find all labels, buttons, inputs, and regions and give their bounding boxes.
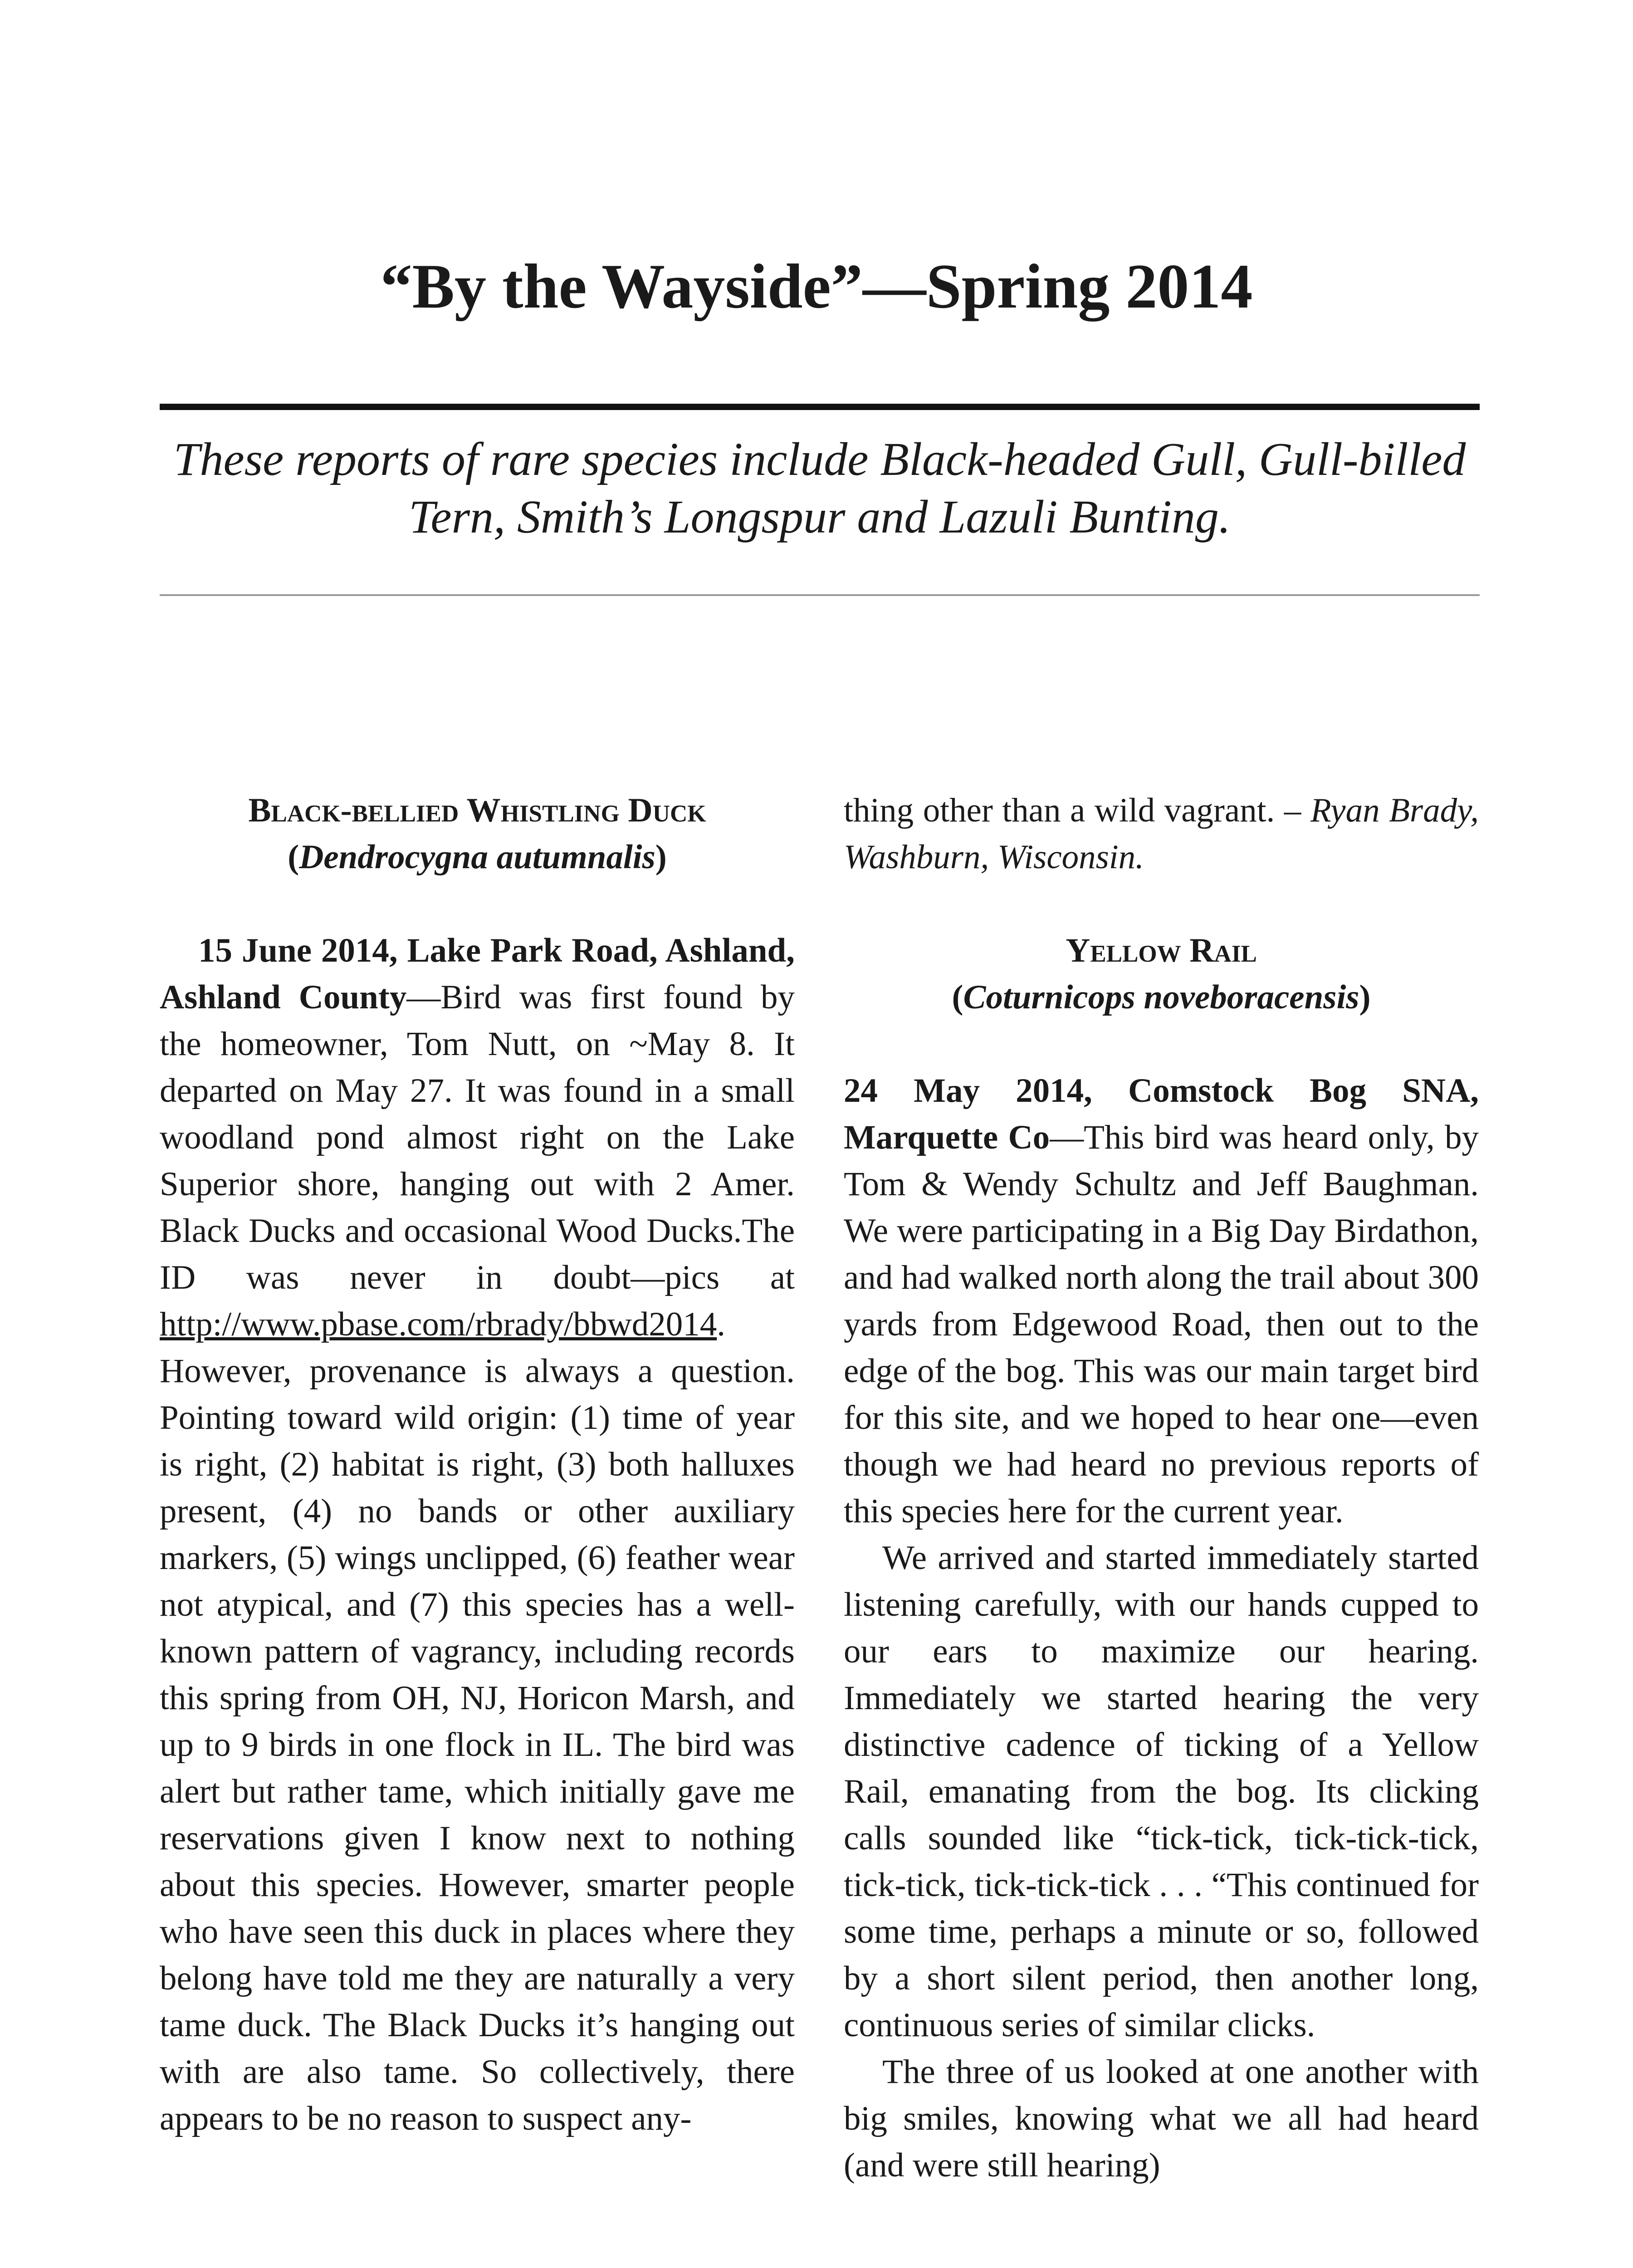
spacer: [844, 880, 1479, 927]
report-paragraph-2: We arrived and started immediately started listening carefully, with our hands cupped to our ears to maximize our hearing. Immediately we started hearing the very distinctive cadence of ticking of a Yellow Rail, emanating from the bog. Its clicking calls sounded like “tick-tick, tick-tick-tick, tick-tick, tick-tick-tick . . . “This continued for some time, perhaps a minute or so, followed by a short silent period, then another long, continuous series of similar clicks.: [844, 1539, 1479, 2044]
spacer: [844, 1021, 1479, 1067]
species-latin-name: [844, 974, 1479, 1021]
latin-open-paren: (: [288, 838, 299, 876]
report-text-continued: . However, provenance is always a question. Pointing toward wild origin: (1) time of year is right, (2) habitat is right, (3) both halluxes present, (4) no bands or other auxiliary markers, (5) wings unclipped, (6) feather wear not atypical, and (7) this species has a well-known pattern of vagrancy, including records this spring from OH, NJ, Horicon Marsh, and up to 9 birds in one flock in IL. The bird was alert but rather tame, which initially gave me reservations given I know next to nothing about this species. However, smarter people who have seen this duck in places where they belong have told me they are naturally a very tame duck. The Black Ducks it’s hanging out with are also tame. So collectively, there appears to be no reason to suspect any-: [160, 1305, 795, 2137]
report-paragraph-3: The three of us looked at one another with big smiles, knowing what we all had heard (and were still hearing): [844, 2053, 1479, 2184]
page-title: “By the Wayside”—Spring 2014: [380, 251, 1253, 322]
subtitle-rule: [160, 594, 1480, 596]
report-heading: 24 May 2014, Comstock Bog SNA, Marquette Co: [844, 1072, 1479, 1156]
species-heading: Yellow Rail: [1066, 932, 1257, 969]
continuation-paragraph: [844, 787, 1479, 880]
latin-close-paren: ): [1359, 978, 1371, 1016]
latin-close-paren: ): [655, 838, 667, 876]
report-author: Ryan Brady, Washburn, Wisconsin.: [844, 792, 1479, 876]
article-subtitle: These reports of rare species include Black-headed Gull, Gull-billed Tern, Smith’s Longspur and Lazuli Bunting.: [173, 433, 1466, 543]
species-heading: Black-bellied Whistling Duck: [248, 792, 706, 829]
latin-open-paren: (: [952, 978, 963, 1016]
continuation-text: thing other than a wild vagrant. –: [844, 792, 1310, 829]
left-column: [160, 787, 795, 2142]
latin-text: Coturnicops noveboracensis: [963, 978, 1359, 1016]
species-latin-name: [160, 834, 795, 880]
report-text: —Bird was first found by the homeowner, Tom Nutt, on ~May 8. It departed on May 27. It was found in a small woodland pond almost right on the Lake Superior shore, hanging out with 2 Amer. Black Ducks and occasional Wood Ducks.The ID was never in doubt—pics at: [160, 978, 795, 1296]
report-heading: 15 June 2014, Lake Park Road, Ashland, Ashland County: [160, 932, 795, 1016]
right-column: [844, 787, 1479, 2189]
title-rule: [160, 404, 1480, 410]
report-text: —This bird was heard only, by Tom & Wendy Schultz and Jeff Baughman. We were participating in a Big Day Birdathon, and had walked north along the trail about 300 yards from Edgewood Road, then out to the edge of the bog. This was our main target bird for this site, and we hoped to hear one—even though we had heard no previous reports of this species here for the current year.: [844, 1119, 1479, 1530]
report-paragraph: [160, 927, 795, 2142]
spacer: [160, 880, 795, 927]
photo-link[interactable]: http://www.pbase.com/rbrady/bbwd2014: [160, 1305, 717, 1343]
report-paragraph: [844, 1067, 1479, 1535]
latin-text: Dendrocygna autumnalis: [299, 838, 655, 876]
